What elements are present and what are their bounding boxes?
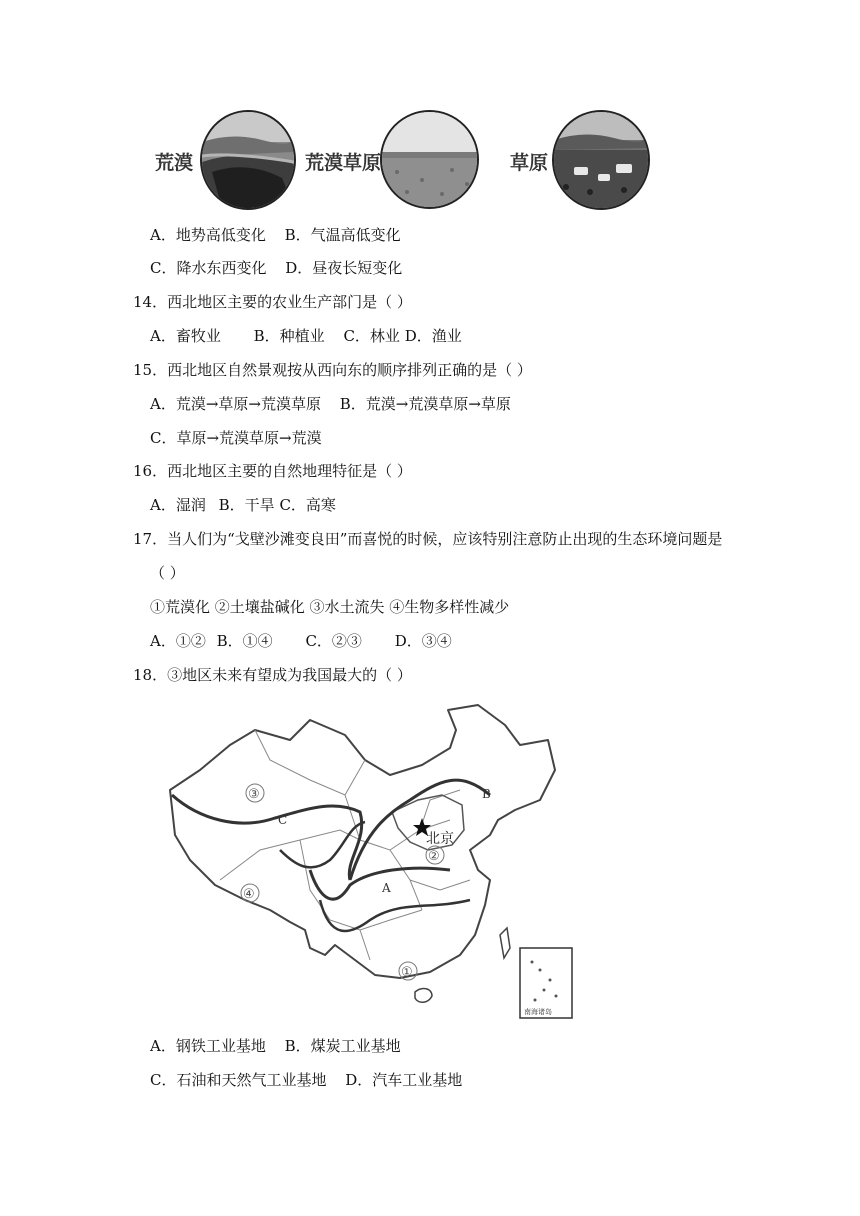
q17-option-d[interactable]: D．③④ xyxy=(394,632,452,650)
q15-options-row1 xyxy=(150,394,511,414)
q14-option-a[interactable]: A．畜牧业 xyxy=(150,327,221,345)
line-b-label: B xyxy=(482,787,491,801)
q14-options xyxy=(150,326,462,346)
line-a-label: A xyxy=(382,881,391,895)
region-2-label: ② xyxy=(428,849,440,864)
q17-option-b[interactable]: B．①④ xyxy=(216,632,273,650)
q14-option-c[interactable]: C．林业 xyxy=(343,327,400,345)
desert-photo xyxy=(200,110,296,210)
q14-stem: 14．西北地区主要的农业生产部门是（ ） xyxy=(133,293,412,311)
q13-option-b[interactable]: B．气温高低变化 xyxy=(284,226,401,244)
q15-option-c[interactable]: C．草原→荒漠草原→荒漠 xyxy=(150,429,322,447)
q13-options-row1 xyxy=(150,225,401,245)
q15-option-a[interactable]: A．荒漠→草原→荒漠草原 xyxy=(150,395,321,413)
q18-stem: 18．③地区未来有望成为我国最大的（ ） xyxy=(133,666,412,684)
q17-option-a[interactable]: A．①② xyxy=(150,632,206,650)
q17-options xyxy=(150,631,452,651)
inset-caption: 南海诸岛 xyxy=(524,1008,552,1016)
q15-stem: 15．西北地区自然景观按从西向东的顺序排列正确的是（ ） xyxy=(133,361,532,379)
q18-option-a[interactable]: A．钢铁工业基地 xyxy=(150,1037,266,1055)
q14-option-b[interactable]: B．种植业 xyxy=(253,327,325,345)
q18-option-d[interactable]: D．汽车工业基地 xyxy=(345,1071,463,1089)
q17-items: ①荒漠化 ②土壤盐碱化 ③水土流失 ④生物多样性减少 xyxy=(150,598,510,616)
island-hainan xyxy=(415,989,432,1003)
label-grassland: 草原 xyxy=(510,152,549,174)
china-map-svg xyxy=(160,700,580,1030)
grassland-photo xyxy=(552,110,650,210)
label-desert-grassland: 荒漠草原 xyxy=(305,152,382,174)
q16-options xyxy=(150,495,336,515)
q15-option-b[interactable]: B．荒漠→荒漠草原→草原 xyxy=(339,395,511,413)
q15-options-row2 xyxy=(150,428,322,448)
q13-options-row2 xyxy=(150,258,402,278)
q18-options-row1 xyxy=(150,1036,401,1056)
q17-stem-cont: （ ） xyxy=(150,564,185,582)
region-4-label: ④ xyxy=(243,887,255,902)
q16-option-c[interactable]: C．高寒 xyxy=(279,496,336,514)
q17-option-c[interactable]: C．②③ xyxy=(305,632,362,650)
q17-stem: 17．当人们为“戈壁沙滩变良田”而喜悦的时候，应该特别注意防止出现的生态环境问题是 xyxy=(133,530,723,548)
q13-option-a[interactable]: A．地势高低变化 xyxy=(150,226,266,244)
q18-option-b[interactable]: B．煤炭工业基地 xyxy=(284,1037,401,1055)
q18-options-row2 xyxy=(150,1070,462,1090)
beijing-label: 北京 xyxy=(426,831,454,847)
china-map xyxy=(160,700,580,1034)
q14-option-d[interactable]: D．渔业 xyxy=(404,327,462,345)
region-3-label: ③ xyxy=(248,787,260,802)
line-c-label: C xyxy=(278,813,288,827)
desert-grassland-photo xyxy=(380,110,479,209)
q16-stem: 16．西北地区主要的自然地理特征是（ ） xyxy=(133,462,412,480)
q18-option-c[interactable]: C．石油和天然气工业基地 xyxy=(150,1071,327,1089)
q13-option-c[interactable]: C．降水东西变化 xyxy=(150,259,267,277)
q16-option-a[interactable]: A．湿润 xyxy=(150,496,206,514)
q16-option-b[interactable]: B．干旱 xyxy=(218,496,275,514)
region-1-label: ① xyxy=(401,965,413,980)
island-taiwan xyxy=(500,928,510,958)
label-desert: 荒漠 xyxy=(155,152,194,174)
q13-option-d[interactable]: D．昼夜长短变化 xyxy=(285,259,403,277)
